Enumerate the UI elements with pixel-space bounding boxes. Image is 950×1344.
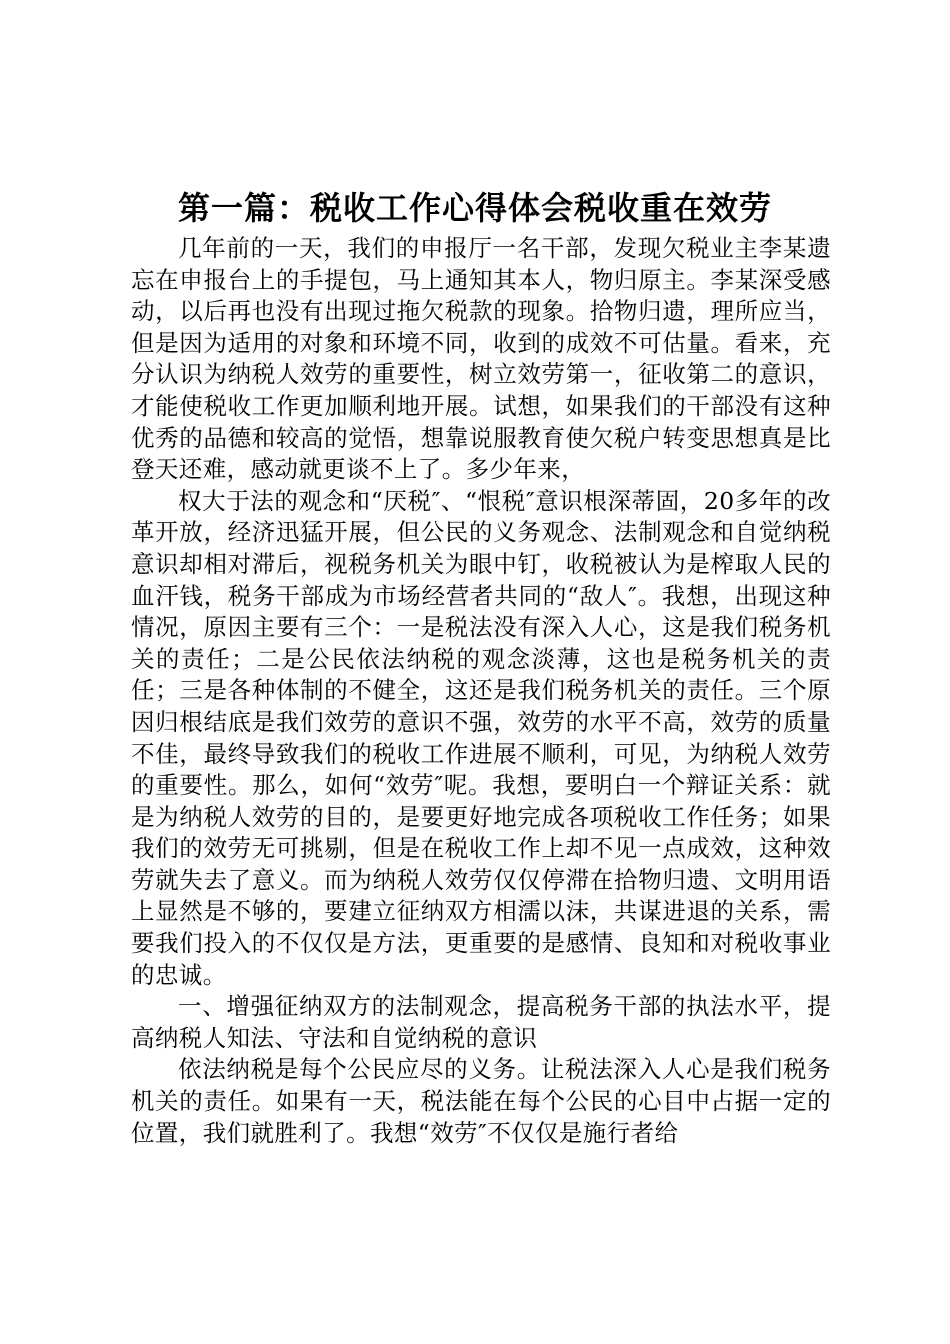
paragraph: 依法纳税是每个公民应尽的义务。让税法深入人心是我们税务机关的责任。如果有一天，税法能在每个公民的心目中占据一定的位置，我们就胜利了。我想“效劳″不仅仅是施行者给 (131, 1055, 831, 1147)
paragraph: 几年前的一天，我们的申报厅一名干部，发现欠税业主李某遗忘在申报台上的手提包，马上通知其本人，物归原主。李某深受感动，以后再也没有出现过拖欠税款的现象。拾物归遗，理所应当，但是因为适用的对象和环境不同，收到的成效不可估量。看来，充分认识为纳税人效劳的重要性，树立效劳第一，征收第二的意识，才能使税收工作更加顺利地开展。试想，如果我们的干部没有这种优秀的品德和较高的觉悟，想靠说服教育使欠税户转变思想真是比登天还难，感动就更谈不上了。多少年来， (131, 234, 831, 484)
section-heading: 一、增强征纳双方的法制观念，提高税务干部的执法水平，提高纳税人知法、守法和自觉纳税的意识 (131, 992, 831, 1052)
paragraph: 权大于法的观念和“厌税″、“恨税″意识根深蒂固，20多年的改革开放，经济迅猛开展，但公民的义务观念、法制观念和自觉纳税意识却相对滞后，视税务机关为眼中钉，收税被认为是榨取人民的血汗钱，税务干部成为市场经营者共同的“敌人″。我想，出现这种情况，原因主要有三个：一是税法没有深入人心，这是我们税务机关的责任；二是公民依法纳税的观念淡薄，这也是税务机关的责任；三是各种体制的不健全，这还是我们税务机关的责任。三个原因归根结底是我们效劳的意识不强，效劳的水平不高，效劳的质量不佳，最终导致我们的税收工作进展不顺利，可见，为纳税人效劳的重要性。那么，如何“效劳″呢。我想，要明白一个辩证关系：就是为纳税人效劳的目的，是要更好地完成各项税收工作任务；如果我们的效劳无可挑剔，但是在税收工作上却不见一点成效，这种效劳就失去了意义。而为纳税人效劳仅仅停滞在拾物归遗、文明用语上显然是不够的，要建立征纳双方相濡以沫，共谋进退的关系，需要我们投入的不仅仅是方法，更重要的是感情、良知和对税收事业的忠诚。 (131, 486, 831, 989)
document-title: 第一篇：税收工作心得体会税收重在效劳 (177, 189, 772, 227)
document-body (131, 233, 831, 1149)
